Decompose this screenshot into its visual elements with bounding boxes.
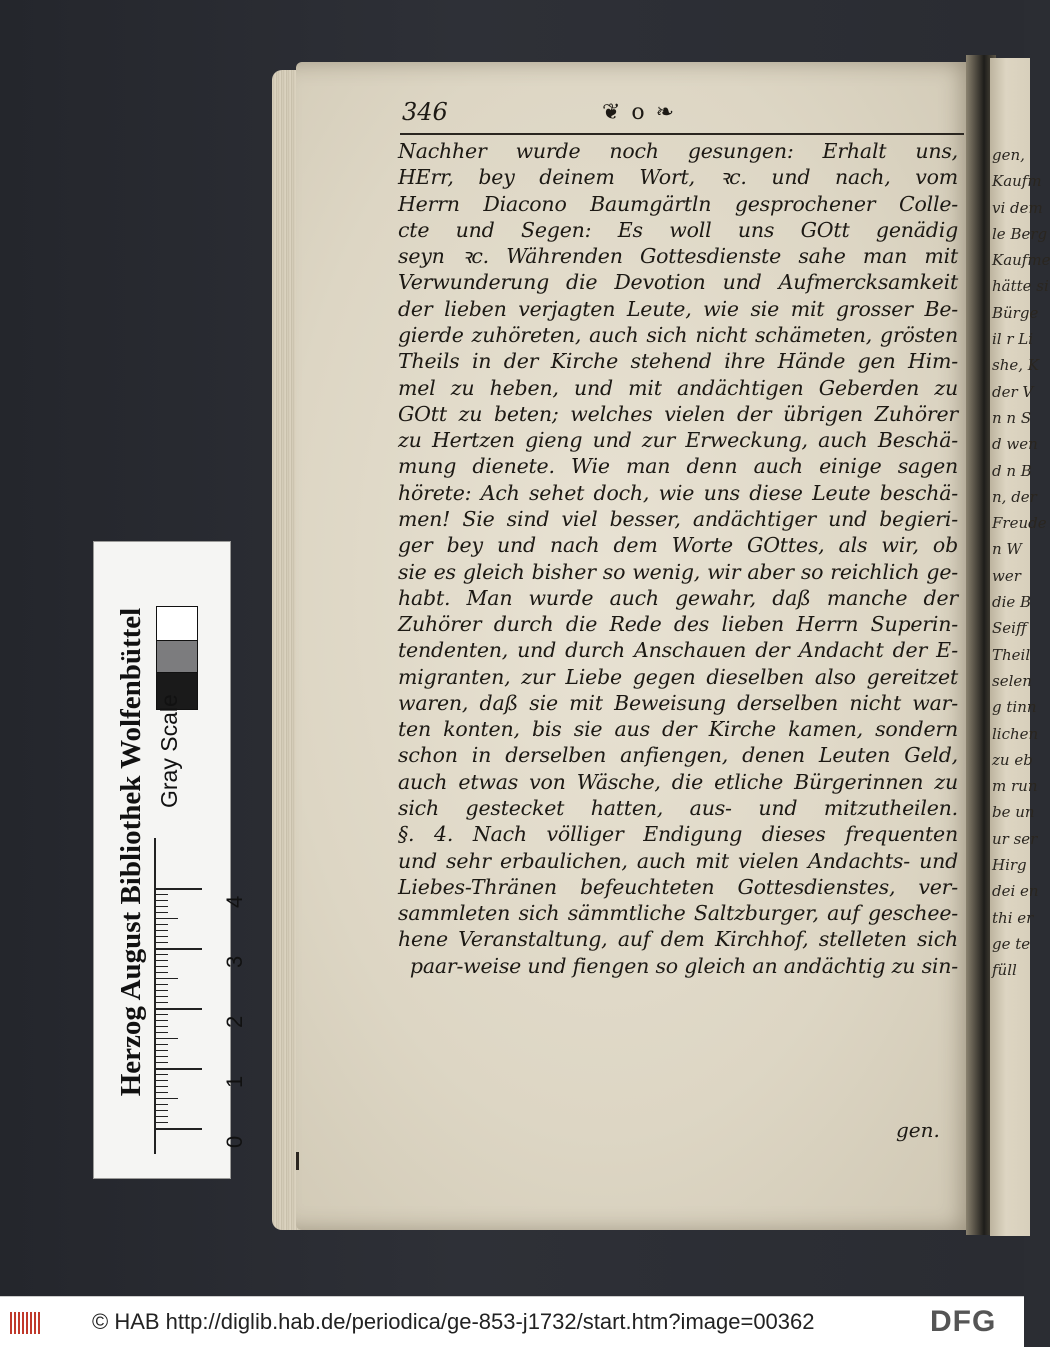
- ruler-tick: [154, 942, 168, 943]
- next-page-fragment: wer: [992, 566, 1021, 585]
- ruler-tick: [154, 1008, 202, 1010]
- text-line: tendenten, und durch Anschauen der Andacht der E-: [398, 638, 958, 663]
- ruler-tick: [154, 906, 168, 907]
- ruler-tick: [154, 996, 168, 997]
- text-line: Theils in der Kirche stehend ihre Hände gen Him-: [398, 349, 958, 374]
- text-line: waren, daß sie mit Beweisung derselben nicht war-: [398, 690, 958, 715]
- next-page-fragment: hätte si: [992, 277, 1049, 296]
- next-page-fragment: thi er: [992, 908, 1034, 927]
- ruler-tick: [154, 936, 168, 937]
- binding-mark: [296, 1152, 299, 1170]
- next-page-fragment: le Berg: [992, 224, 1048, 243]
- header-ornament: ❦ o ❧: [602, 100, 677, 125]
- next-page-fragment: m run: [992, 777, 1038, 796]
- ruler-tick: [154, 894, 168, 895]
- next-page-fragment: der V: [992, 382, 1034, 401]
- copyright-url[interactable]: © HAB http://diglib.hab.de/periodica/ge-853-j1732/start.htm?image=00362: [92, 1309, 815, 1334]
- ruler-tick: [154, 924, 168, 925]
- text-line: men! Sie sind viel besser, andächtiger und begieri-: [398, 506, 958, 531]
- ruler-tick: [154, 1128, 202, 1130]
- text-line: Herrn Diacono Baumgärtln gesprochener Colle-: [398, 191, 958, 216]
- ruler-tick: [154, 912, 168, 913]
- text-line: mel zu heben, und mit andächtigen Geberden zu: [398, 375, 958, 400]
- next-page-fragment: ge te: [992, 934, 1031, 953]
- text-line: der lieben verjagten Leute, wie sie mit grosser Be-: [398, 296, 958, 321]
- next-page-fragment: d wen: [992, 435, 1038, 454]
- text-line: sie es gleich bisher so wenig, wir aber so reichlich ge-: [398, 559, 958, 584]
- ruler-number: 3: [222, 955, 247, 968]
- ruler-tick: [154, 1080, 168, 1081]
- ruler-tick: [154, 978, 178, 979]
- ruler-ticks: [154, 838, 247, 1154]
- next-page-fragment: dei en: [992, 882, 1039, 901]
- header-rule: [400, 133, 964, 135]
- next-page-fragment: zu eb: [992, 750, 1033, 769]
- text-line: Zuhörer durch die Rede des lieben Herrn Superin-: [398, 612, 958, 637]
- next-page-fragment: Theil: [992, 645, 1031, 664]
- ruler-number: 1: [222, 1075, 247, 1088]
- next-page-fragment: g tinn: [992, 698, 1037, 717]
- text-line: seyn ꝛc. Währenden Gottesdienste sahe man mit: [398, 244, 958, 269]
- next-page-fragment: ur ser: [992, 829, 1038, 848]
- next-page-fragment: gen,: [992, 146, 1025, 164]
- text-line: hene Veranstaltung, auf dem Kirchhof, stelleten sich: [398, 927, 958, 952]
- ruler-tick: [154, 1050, 168, 1051]
- ruler-number: 2: [222, 1015, 247, 1028]
- ruler-tick: [154, 984, 168, 985]
- next-page-fragment: vi dem: [992, 198, 1043, 217]
- ruler-tick: [154, 1122, 168, 1123]
- ruler-tick: [154, 948, 202, 950]
- next-page-fragment: Seiff: [992, 619, 1027, 638]
- next-page-fragment: she, K: [992, 356, 1039, 375]
- next-page-edge: [990, 58, 1050, 1236]
- gray-scale-ruler: [93, 541, 247, 1179]
- ruler-tick: [154, 966, 168, 967]
- next-page-fragment: Kaufm: [992, 172, 1042, 191]
- next-page-fragment: Kaufme: [992, 251, 1050, 270]
- ruler-tick: [154, 1098, 178, 1099]
- text-line: §. 4. Nach völliger Endigung dieses frequenten: [398, 822, 958, 847]
- ruler-tick: [154, 918, 178, 919]
- next-page-fragment: Bürge: [992, 303, 1039, 322]
- ruler-tick: [154, 1002, 168, 1003]
- ruler-tick: [154, 1026, 168, 1027]
- text-line: cte und Segen: Es woll uns GOtt genädig: [398, 217, 958, 242]
- ruler-tick: [154, 1038, 178, 1039]
- text-line: migranten, zur Liebe gegen dieselben also gereitzet: [398, 664, 958, 689]
- next-page-fragment: füll: [992, 961, 1017, 980]
- ruler-tick: [154, 1032, 168, 1033]
- ruler-tick: [154, 1068, 202, 1070]
- ruler-tick: [154, 1092, 168, 1093]
- ruler-tick: [154, 990, 168, 991]
- text-line: Liebes-Thränen befeuchteten Gottesdienstes, ver-: [398, 874, 958, 899]
- ruler-number: 4: [222, 895, 247, 908]
- ruler-tick: [154, 1110, 168, 1111]
- text-line: mung dienete. Wie man denn auch einige sagen: [398, 454, 958, 479]
- swatch-white: [156, 606, 198, 642]
- text-line: auch etwas von Wäsche, die etliche Bürgerinnen zu: [398, 769, 958, 794]
- next-page-fragment: n W: [992, 540, 1022, 559]
- ruler-tick: [154, 1020, 168, 1021]
- ruler-tick: [154, 960, 168, 961]
- text-line: sammleten sich sämmtliche Saltzburger, auf geschee-: [398, 901, 958, 926]
- next-page-fragment: die B: [992, 593, 1032, 612]
- text-line: zu Hertzen gieng und zur Erweckung, auch Beschä-: [398, 428, 958, 453]
- catchword: gen.: [896, 1118, 940, 1142]
- next-page-fragment: Freude: [992, 514, 1047, 533]
- ruler-tick: [154, 900, 168, 901]
- text-line: und sehr erbaulichen, auch mit vielen Andachts- und: [398, 848, 958, 873]
- text-line: paar-weise und fiengen so gleich an andächtig zu sin-: [409, 953, 958, 978]
- ruler-tick: [154, 1014, 168, 1015]
- ruler-tick: [154, 954, 168, 955]
- footer-bar: [0, 1296, 1024, 1347]
- ruler-tick: [154, 1056, 168, 1057]
- ruler-tick: [154, 1116, 168, 1117]
- ruler-tick: [154, 1074, 168, 1075]
- barcode-icon: [10, 1312, 42, 1334]
- next-page-fragment: d n B: [992, 461, 1032, 480]
- ruler-tick: [154, 930, 168, 931]
- next-page-fragment: il r Li: [992, 330, 1034, 349]
- text-line: Nachher wurde noch gesungen: Erhalt uns,: [398, 139, 958, 163]
- text-line: Verwunderung die Devotion und Aufmercksamkeit: [398, 270, 958, 295]
- ruler-tick: [154, 1086, 168, 1087]
- text-line: HErr, bey deinem Wort, ꝛc. und nach, vom: [398, 165, 958, 190]
- ruler-number: 0: [222, 1135, 247, 1148]
- next-page-fragment: n n S: [992, 408, 1032, 427]
- next-page-fragment: selen: [992, 671, 1032, 690]
- dfg-logo: DFG: [930, 1305, 997, 1338]
- page-text: [398, 138, 958, 979]
- ruler-tick: [154, 888, 202, 890]
- ruler-tick: [154, 1044, 168, 1045]
- text-line: habt. Man wurde auch gewahr, daß manche der: [398, 585, 958, 610]
- text-line: gierde zuhöreten, auch sich nicht schämeten, grösten: [398, 322, 958, 347]
- text-line: GOtt zu beten; welches vielen der übrigen Zuhörer: [398, 401, 958, 426]
- ruler-tick: [154, 1062, 168, 1063]
- next-page-fragment: lichen: [992, 724, 1039, 743]
- ruler-tick: [154, 1104, 168, 1105]
- next-page-fragment: n, der: [992, 487, 1037, 506]
- next-page-fragment: be un: [992, 803, 1035, 822]
- next-page-fragment: Hirg: [992, 856, 1027, 875]
- text-line: ger bey und nach dem Worte GOttes, als wir, ob: [398, 533, 958, 558]
- ruler-tick: [154, 972, 168, 973]
- text-line: ten konten, bis sie aus der Kirche kamen, sondern: [398, 717, 958, 742]
- gray-scale-label: Gray Scale: [156, 694, 182, 808]
- ruler-institution-label: Herzog August Bibliothek Wolfenbüttel: [115, 607, 147, 1097]
- text-line: sich gestecket hatten, aus- und mitzutheilen.: [398, 796, 958, 821]
- text-line: hörete: Ach sehet doch, wie uns diese Leute beschä-: [398, 480, 958, 505]
- text-line: schon in derselben anfiengen, denen Leuten Geld,: [398, 743, 958, 768]
- page-number: 346: [402, 98, 448, 126]
